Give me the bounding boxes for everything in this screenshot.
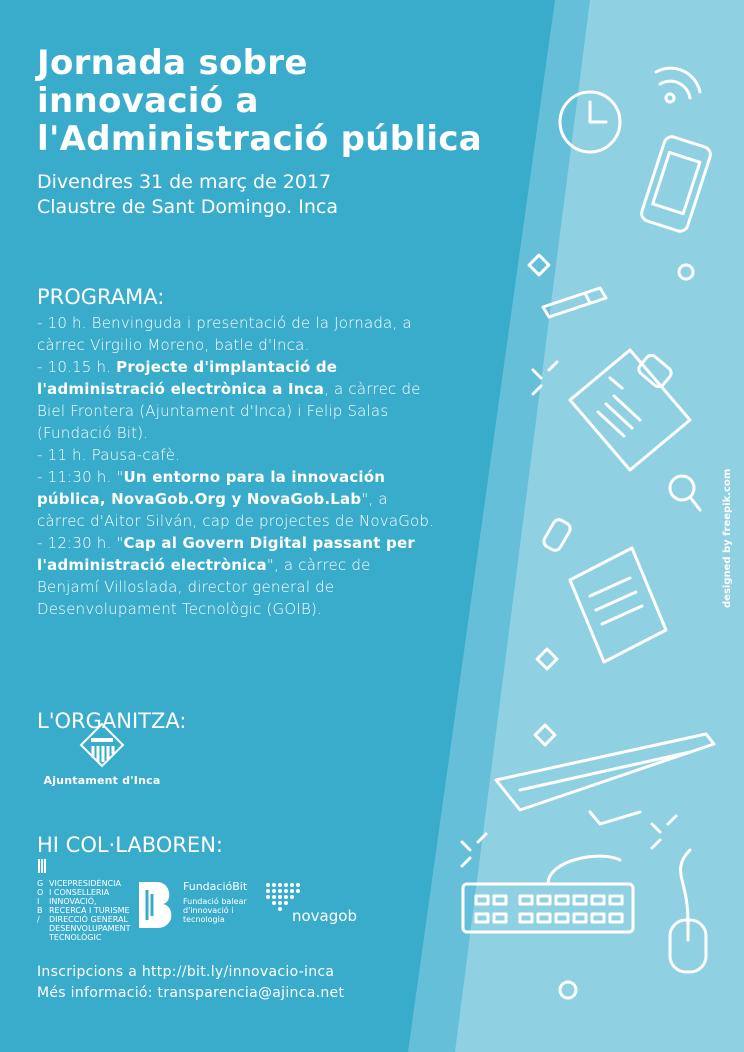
program-item-text: - 12:30 h. " — [37, 534, 124, 552]
program-item — [37, 312, 437, 356]
program-item-talk: Cap al Govern Digital passant per l'administració electrònica — [37, 534, 415, 574]
contact-info[interactable]: Més informació: transparencia@ajinca.net — [37, 985, 345, 1001]
program-item-speaker: , a càrrec de Biel Frontera (Ajuntament d'Inca) i Felip Salas (Fundació Bit). — [37, 380, 421, 442]
fundacio-bit-description: Fundació balear d'innovació i tecnologia — [183, 897, 247, 924]
program-item-text: - 11 h. Pausa-cafè. — [37, 446, 181, 464]
title-line: l'Administració pública — [37, 119, 483, 159]
program-item — [37, 466, 437, 532]
title-line: innovació a — [37, 81, 259, 121]
freepik-credit: designed by freepik.com — [722, 468, 733, 608]
event-details — [37, 170, 507, 220]
title-line: Jornada sobre — [37, 43, 308, 83]
ajuntament-inca-emblem-icon — [79, 722, 125, 768]
organizer-name: Ajuntament d'Inca — [43, 774, 161, 787]
program-item-text: - 10 h. Benvinguda i presentació de la Jornada, a càrrec Virgilio Moreno, batle d'Inca. — [37, 314, 412, 354]
fundacio-bit-name: FundacióBit — [183, 880, 248, 893]
program-section — [37, 270, 437, 620]
event-place: Claustre de Sant Domingo. Inca — [37, 196, 338, 218]
novagob-logo — [262, 879, 357, 925]
program-item-text: - 11:30 h. " — [37, 468, 124, 486]
header — [37, 44, 507, 220]
program-list — [37, 312, 437, 620]
program-item-talk: Un entorno para la innovación pública, NovaGob.Org y NovaGob.Lab — [37, 468, 386, 508]
novagob-name: novagob — [292, 907, 357, 925]
page-title — [37, 44, 507, 158]
program-item — [37, 444, 437, 466]
goib-emblem-icon — [37, 857, 49, 875]
program-heading: PROGRAMA: — [37, 285, 165, 309]
collaborator-logos — [37, 855, 397, 955]
program-item-text: - 10.15 h. — [37, 358, 117, 376]
event-date: Divendres 31 de març de 2017 — [37, 171, 332, 193]
program-item — [37, 356, 437, 444]
program-item-speaker: ", a càrrec d'Aitor Silván, cap de projectes de NovaGob. — [37, 490, 435, 530]
program-item — [37, 532, 437, 620]
inscriptions-link[interactable]: Inscripcions a http://bit.ly/innovacio-inca — [37, 964, 335, 980]
organizer-logo — [37, 722, 167, 787]
organizer-heading: L'ORGANITZA: — [37, 709, 187, 733]
collaborators-heading: HI COL·LABOREN: — [37, 833, 223, 857]
fundacio-bit-b-icon — [137, 880, 177, 930]
fundacio-bit-logo — [137, 880, 248, 934]
program-item-talk: Projecte d'implantació de l'administració electrònica a Inca — [37, 358, 338, 398]
footer — [37, 962, 344, 1004]
program-item-speaker: ", a càrrec de Benjamí Villoslada, director general de Desenvolupament Tecnològic (GOIB). — [37, 556, 371, 618]
goib-logo: G VICEPRESIDÈNCIA O I CONSELLERIA I INNOVACIÓ, B RECERCA I TURISME / DIRECCIÓ GENERAL DESENVOLUPAMENT TECNOLÒGIC — [37, 879, 131, 942]
